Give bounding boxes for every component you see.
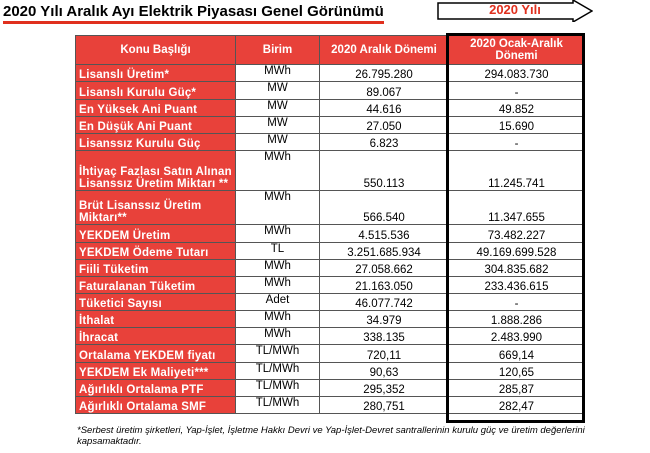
row-unit-cell: MWh xyxy=(236,311,320,328)
year-banner-label: 2020 Yılı xyxy=(489,2,541,17)
row-december-value: 550.113 xyxy=(320,151,449,191)
row-unit-cell: TL xyxy=(236,243,320,260)
row-unit-cell: MW xyxy=(236,100,320,117)
year-banner xyxy=(437,0,593,22)
row-unit-cell: TL/MWh xyxy=(236,397,320,414)
table-row xyxy=(76,397,585,414)
row-year-value: - xyxy=(449,82,585,100)
row-topic-cell: YEKDEM Üretim xyxy=(76,225,236,243)
row-unit-cell: MWh xyxy=(236,151,320,191)
row-topic-cell: En Yüksek Ani Puant xyxy=(76,100,236,117)
row-year-value: 11.245.741 xyxy=(449,151,585,191)
row-topic-cell: Lisanslı Üretim* xyxy=(76,65,236,82)
row-december-value: 46.077.742 xyxy=(320,294,449,311)
row-unit-cell: MWh xyxy=(236,65,320,82)
row-topic-cell: İhtiyaç Fazlası Satın Alınan Lisanssız Üretim Miktarı ** xyxy=(76,151,236,191)
row-topic-cell: YEKDEM Ek Maliyeti*** xyxy=(76,363,236,380)
table-row xyxy=(76,380,585,397)
row-unit-cell: MWh xyxy=(236,328,320,345)
table-row xyxy=(76,151,585,191)
table-row xyxy=(76,82,585,100)
row-unit-cell: MWh xyxy=(236,260,320,277)
table-row xyxy=(76,363,585,380)
row-topic-cell: Lisanslı Kurulu Güç* xyxy=(76,82,236,100)
row-year-value: 15.690 xyxy=(449,117,585,134)
row-december-value: 90,63 xyxy=(320,363,449,380)
row-december-value: 26.795.280 xyxy=(320,65,449,82)
row-unit-cell: TL/MWh xyxy=(236,380,320,397)
row-topic-cell: Brüt Lisanssız Üretim Miktarı** xyxy=(76,191,236,225)
table-row xyxy=(76,328,585,345)
row-december-value: 720,11 xyxy=(320,345,449,363)
row-topic-cell: Tüketici Sayısı xyxy=(76,294,236,311)
row-december-value: 4.515.536 xyxy=(320,225,449,243)
row-year-value: 11.347.655 xyxy=(449,191,585,225)
row-december-value: 3.251.685.934 xyxy=(320,243,449,260)
row-unit-cell: TL/MWh xyxy=(236,363,320,380)
row-year-value: 669,14 xyxy=(449,345,585,363)
table-row xyxy=(76,294,585,311)
table-row xyxy=(76,191,585,225)
row-december-value: 34.979 xyxy=(320,311,449,328)
table-header-row xyxy=(76,36,585,65)
row-year-value: 1.888.286 xyxy=(449,311,585,328)
table-row xyxy=(76,65,585,82)
row-december-value: 89.067 xyxy=(320,82,449,100)
row-december-value: 27.050 xyxy=(320,117,449,134)
table-row xyxy=(76,243,585,260)
row-december-value: 27.058.662 xyxy=(320,260,449,277)
table-body xyxy=(76,65,585,414)
table-row xyxy=(76,345,585,363)
row-year-value: 49.169.699.528 xyxy=(449,243,585,260)
row-unit-cell: MWh xyxy=(236,225,320,243)
row-unit-cell: MWh xyxy=(236,191,320,225)
row-topic-cell: Ağırlıklı Ortalama SMF xyxy=(76,397,236,414)
table-row xyxy=(76,117,585,134)
table-row xyxy=(76,225,585,243)
table-row xyxy=(76,134,585,151)
row-year-value: 120,65 xyxy=(449,363,585,380)
row-year-value: 49.852 xyxy=(449,100,585,117)
row-december-value: 44.616 xyxy=(320,100,449,117)
row-year-value: 282,47 xyxy=(449,397,585,414)
row-year-value: - xyxy=(449,294,585,311)
row-topic-cell: Faturalanan Tüketim xyxy=(76,277,236,294)
row-unit-cell: TL/MWh xyxy=(236,345,320,363)
market-summary-table xyxy=(75,35,585,414)
row-year-value: 304.835.682 xyxy=(449,260,585,277)
row-unit-cell: MWh xyxy=(236,277,320,294)
row-unit-cell: MW xyxy=(236,117,320,134)
row-topic-cell: Fiili Tüketim xyxy=(76,260,236,277)
row-topic-cell: İhracat xyxy=(76,328,236,345)
column-header-december: 2020 Aralık Dönemi xyxy=(320,36,449,65)
column-header-topic: Konu Başlığı xyxy=(76,36,236,65)
row-topic-cell: Ağırlıklı Ortalama PTF xyxy=(76,380,236,397)
row-topic-cell: En Düşük Ani Puant xyxy=(76,117,236,134)
footnote: *Serbest üretim şirketleri, Yap-İşlet, İşletme Hakkı Devri ve Yap-İşlet-Devret santrallerinin kurulu güç ve üretim değerlerini kapsamaktadır. xyxy=(77,425,585,447)
table-row xyxy=(76,260,585,277)
page-title: 2020 Yılı Aralık Ayı Elektrik Piyasası Genel Görünümü xyxy=(3,3,384,24)
row-unit-cell: Adet xyxy=(236,294,320,311)
table-row xyxy=(76,277,585,294)
row-december-value: 295,352 xyxy=(320,380,449,397)
row-year-value: 73.482.227 xyxy=(449,225,585,243)
row-december-value: 280,751 xyxy=(320,397,449,414)
row-topic-cell: Lisanssız Kurulu Güç xyxy=(76,134,236,151)
row-december-value: 338.135 xyxy=(320,328,449,345)
row-year-value: 294.083.730 xyxy=(449,65,585,82)
table-row xyxy=(76,311,585,328)
row-december-value: 566.540 xyxy=(320,191,449,225)
row-year-value: 285,87 xyxy=(449,380,585,397)
table-row xyxy=(76,100,585,117)
row-unit-cell: MW xyxy=(236,82,320,100)
row-year-value: 233.436.615 xyxy=(449,277,585,294)
column-header-full-year: 2020 Ocak-Aralık Dönemi xyxy=(449,36,585,65)
row-unit-cell: MW xyxy=(236,134,320,151)
row-topic-cell: YEKDEM Ödeme Tutarı xyxy=(76,243,236,260)
row-topic-cell: Ortalama YEKDEM fiyatı xyxy=(76,345,236,363)
column-header-unit: Birim xyxy=(236,36,320,65)
row-december-value: 6.823 xyxy=(320,134,449,151)
row-topic-cell: İthalat xyxy=(76,311,236,328)
row-december-value: 21.163.050 xyxy=(320,277,449,294)
row-year-value: - xyxy=(449,134,585,151)
row-year-value: 2.483.990 xyxy=(449,328,585,345)
